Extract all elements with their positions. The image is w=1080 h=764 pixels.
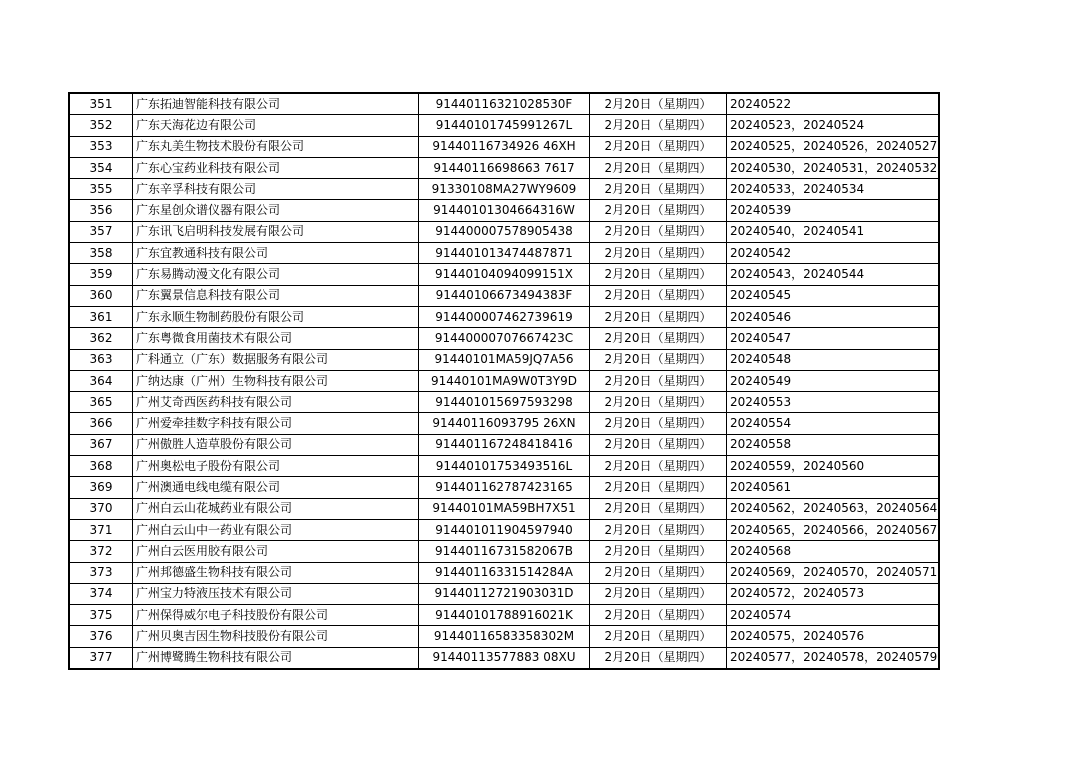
- credit-code-cell: 914401011904597940: [419, 519, 590, 540]
- company-name-cell: 广东翼景信息科技有限公司: [133, 285, 419, 306]
- company-name-cell: 广东拓迪智能科技有限公司: [133, 93, 419, 115]
- table-row: [69, 626, 939, 647]
- row-number-cell: 364: [69, 370, 133, 391]
- certificate-numbers-cell: 20240543，20240544: [727, 264, 940, 285]
- company-name-cell: 广州傲胜人造草股份有限公司: [133, 434, 419, 455]
- certificate-numbers-cell: 20240549: [727, 370, 940, 391]
- date-cell: 2月20日（星期四）: [590, 647, 727, 669]
- row-number-cell: 371: [69, 519, 133, 540]
- date-cell: 2月20日（星期四）: [590, 264, 727, 285]
- row-number-cell: 361: [69, 306, 133, 327]
- date-cell: 2月20日（星期四）: [590, 93, 727, 115]
- date-cell: 2月20日（星期四）: [590, 328, 727, 349]
- credit-code-cell: 91440116331514284A: [419, 562, 590, 583]
- certificate-numbers-cell: 20240569，20240570，20240571: [727, 562, 940, 583]
- row-number-cell: 374: [69, 583, 133, 604]
- certificate-numbers-cell: 20240577，20240578，20240579: [727, 647, 940, 669]
- credit-code-cell: 91440101MA59JQ7A56: [419, 349, 590, 370]
- row-number-cell: 373: [69, 562, 133, 583]
- credit-code-cell: 91440101753493516L: [419, 456, 590, 477]
- certificate-numbers-cell: 20240554: [727, 413, 940, 434]
- table-row: [69, 115, 939, 136]
- certificate-numbers-cell: 20240562，20240563，20240564: [727, 498, 940, 519]
- certificate-numbers-cell: 20240522: [727, 93, 940, 115]
- company-name-cell: 广科通立（广东）数据服务有限公司: [133, 349, 419, 370]
- credit-code-cell: 91440101745991267L: [419, 115, 590, 136]
- certificate-numbers-cell: 20240558: [727, 434, 940, 455]
- row-number-cell: 376: [69, 626, 133, 647]
- company-name-cell: 广东丸美生物技术股份有限公司: [133, 136, 419, 157]
- credit-code-cell: 91440101304664316W: [419, 200, 590, 221]
- table-row: [69, 285, 939, 306]
- table-row: [69, 562, 939, 583]
- credit-code-cell: 91440101MA9W0T3Y9D: [419, 370, 590, 391]
- credit-code-cell: 91440101788916021K: [419, 605, 590, 626]
- credit-code-cell: 91440104094099151X: [419, 264, 590, 285]
- certificate-numbers-cell: 20240547: [727, 328, 940, 349]
- date-cell: 2月20日（星期四）: [590, 583, 727, 604]
- credit-code-cell: 91440116698663 7617: [419, 157, 590, 178]
- table-row: [69, 519, 939, 540]
- credit-code-cell: 914401013474487871: [419, 243, 590, 264]
- credit-code-cell: 91440116583358302M: [419, 626, 590, 647]
- date-cell: 2月20日（星期四）: [590, 498, 727, 519]
- table-row: [69, 605, 939, 626]
- date-cell: 2月20日（星期四）: [590, 541, 727, 562]
- row-number-cell: 375: [69, 605, 133, 626]
- credit-code-cell: 914400007462739619: [419, 306, 590, 327]
- certificate-numbers-cell: 20240574: [727, 605, 940, 626]
- company-name-cell: 广东易腾动漫文化有限公司: [133, 264, 419, 285]
- table-row: [69, 264, 939, 285]
- row-number-cell: 369: [69, 477, 133, 498]
- table-row: [69, 306, 939, 327]
- credit-code-cell: 91440116731582067B: [419, 541, 590, 562]
- credit-code-cell: 91440116734926 46XH: [419, 136, 590, 157]
- date-cell: 2月20日（星期四）: [590, 157, 727, 178]
- certificate-numbers-cell: 20240565，20240566，20240567: [727, 519, 940, 540]
- credit-code-cell: 91440106673494383F: [419, 285, 590, 306]
- table-row: [69, 647, 939, 669]
- table-row: [69, 93, 939, 115]
- company-name-cell: 广州澳通电线电缆有限公司: [133, 477, 419, 498]
- row-number-cell: 355: [69, 179, 133, 200]
- credit-code-cell: 91440112721903031D: [419, 583, 590, 604]
- credit-code-cell: 91440116321028530F: [419, 93, 590, 115]
- company-registry-table: [68, 92, 940, 670]
- table-row: [69, 328, 939, 349]
- row-number-cell: 360: [69, 285, 133, 306]
- row-number-cell: 357: [69, 221, 133, 242]
- credit-code-cell: 91440000707667423C: [419, 328, 590, 349]
- certificate-numbers-cell: 20240525，20240526，20240527: [727, 136, 940, 157]
- certificate-numbers-cell: 20240559，20240560: [727, 456, 940, 477]
- date-cell: 2月20日（星期四）: [590, 605, 727, 626]
- date-cell: 2月20日（星期四）: [590, 456, 727, 477]
- company-name-cell: 广州艾奇西医药科技有限公司: [133, 392, 419, 413]
- certificate-numbers-cell: 20240542: [727, 243, 940, 264]
- table-row: [69, 157, 939, 178]
- row-number-cell: 366: [69, 413, 133, 434]
- date-cell: 2月20日（星期四）: [590, 413, 727, 434]
- table-row: [69, 498, 939, 519]
- credit-code-cell: 91440113577883 08XU: [419, 647, 590, 669]
- date-cell: 2月20日（星期四）: [590, 136, 727, 157]
- company-name-cell: 广州白云医用胶有限公司: [133, 541, 419, 562]
- table-row: [69, 136, 939, 157]
- date-cell: 2月20日（星期四）: [590, 562, 727, 583]
- table-row: [69, 243, 939, 264]
- row-number-cell: 363: [69, 349, 133, 370]
- date-cell: 2月20日（星期四）: [590, 243, 727, 264]
- date-cell: 2月20日（星期四）: [590, 306, 727, 327]
- table-row: [69, 541, 939, 562]
- row-number-cell: 370: [69, 498, 133, 519]
- table-row: [69, 349, 939, 370]
- date-cell: 2月20日（星期四）: [590, 626, 727, 647]
- date-cell: 2月20日（星期四）: [590, 115, 727, 136]
- certificate-numbers-cell: 20240530，20240531，20240532: [727, 157, 940, 178]
- company-name-cell: 广东天海花边有限公司: [133, 115, 419, 136]
- company-name-cell: 广州爱牵挂数字科技有限公司: [133, 413, 419, 434]
- table-row: [69, 179, 939, 200]
- company-name-cell: 广州邦德盛生物科技有限公司: [133, 562, 419, 583]
- company-name-cell: 广东辛孚科技有限公司: [133, 179, 419, 200]
- credit-code-cell: 91440101MA59BH7X51: [419, 498, 590, 519]
- table-row: [69, 370, 939, 391]
- company-name-cell: 广州奥松电子股份有限公司: [133, 456, 419, 477]
- table-row: [69, 392, 939, 413]
- row-number-cell: 352: [69, 115, 133, 136]
- credit-code-cell: 91440116093795 26XN: [419, 413, 590, 434]
- row-number-cell: 372: [69, 541, 133, 562]
- row-number-cell: 368: [69, 456, 133, 477]
- table-row: [69, 413, 939, 434]
- date-cell: 2月20日（星期四）: [590, 519, 727, 540]
- certificate-numbers-cell: 20240553: [727, 392, 940, 413]
- credit-code-cell: 914401015697593298: [419, 392, 590, 413]
- certificate-numbers-cell: 20240545: [727, 285, 940, 306]
- company-name-cell: 广东心宝药业科技有限公司: [133, 157, 419, 178]
- credit-code-cell: 914400007578905438: [419, 221, 590, 242]
- row-number-cell: 359: [69, 264, 133, 285]
- company-name-cell: 广州贝奥吉因生物科技股份有限公司: [133, 626, 419, 647]
- company-name-cell: 广东讯飞启明科技发展有限公司: [133, 221, 419, 242]
- row-number-cell: 354: [69, 157, 133, 178]
- company-name-cell: 广州白云山花城药业有限公司: [133, 498, 419, 519]
- table-row: [69, 456, 939, 477]
- row-number-cell: 377: [69, 647, 133, 669]
- table-row: [69, 200, 939, 221]
- table-row: [69, 434, 939, 455]
- credit-code-cell: 914401162787423165: [419, 477, 590, 498]
- certificate-numbers-cell: 20240533，20240534: [727, 179, 940, 200]
- row-number-cell: 362: [69, 328, 133, 349]
- company-name-cell: 广纳达康（广州）生物科技有限公司: [133, 370, 419, 391]
- certificate-numbers-cell: 20240548: [727, 349, 940, 370]
- table-body: [69, 93, 939, 669]
- date-cell: 2月20日（星期四）: [590, 434, 727, 455]
- date-cell: 2月20日（星期四）: [590, 285, 727, 306]
- company-name-cell: 广东宜教通科技有限公司: [133, 243, 419, 264]
- certificate-numbers-cell: 20240568: [727, 541, 940, 562]
- row-number-cell: 353: [69, 136, 133, 157]
- certificate-numbers-cell: 20240539: [727, 200, 940, 221]
- certificate-numbers-cell: 20240540，20240541: [727, 221, 940, 242]
- certificate-numbers-cell: 20240561: [727, 477, 940, 498]
- company-name-cell: 广州保得威尔电子科技股份有限公司: [133, 605, 419, 626]
- row-number-cell: 365: [69, 392, 133, 413]
- company-name-cell: 广东星创众谱仪器有限公司: [133, 200, 419, 221]
- credit-code-cell: 914401167248418416: [419, 434, 590, 455]
- date-cell: 2月20日（星期四）: [590, 221, 727, 242]
- row-number-cell: 351: [69, 93, 133, 115]
- date-cell: 2月20日（星期四）: [590, 179, 727, 200]
- date-cell: 2月20日（星期四）: [590, 349, 727, 370]
- date-cell: 2月20日（星期四）: [590, 477, 727, 498]
- credit-code-cell: 91330108MA27WY9609: [419, 179, 590, 200]
- certificate-numbers-cell: 20240575，20240576: [727, 626, 940, 647]
- row-number-cell: 358: [69, 243, 133, 264]
- table-row: [69, 583, 939, 604]
- table-row: [69, 477, 939, 498]
- certificate-numbers-cell: 20240546: [727, 306, 940, 327]
- company-name-cell: 广州白云山中一药业有限公司: [133, 519, 419, 540]
- date-cell: 2月20日（星期四）: [590, 200, 727, 221]
- certificate-numbers-cell: 20240572，20240573: [727, 583, 940, 604]
- company-name-cell: 广东永顺生物制药股份有限公司: [133, 306, 419, 327]
- company-name-cell: 广州宝力特液压技术有限公司: [133, 583, 419, 604]
- table-row: [69, 221, 939, 242]
- certificate-numbers-cell: 20240523，20240524: [727, 115, 940, 136]
- date-cell: 2月20日（星期四）: [590, 370, 727, 391]
- row-number-cell: 367: [69, 434, 133, 455]
- date-cell: 2月20日（星期四）: [590, 392, 727, 413]
- row-number-cell: 356: [69, 200, 133, 221]
- company-name-cell: 广东粤微食用菌技术有限公司: [133, 328, 419, 349]
- company-name-cell: 广州博鹭腾生物科技有限公司: [133, 647, 419, 669]
